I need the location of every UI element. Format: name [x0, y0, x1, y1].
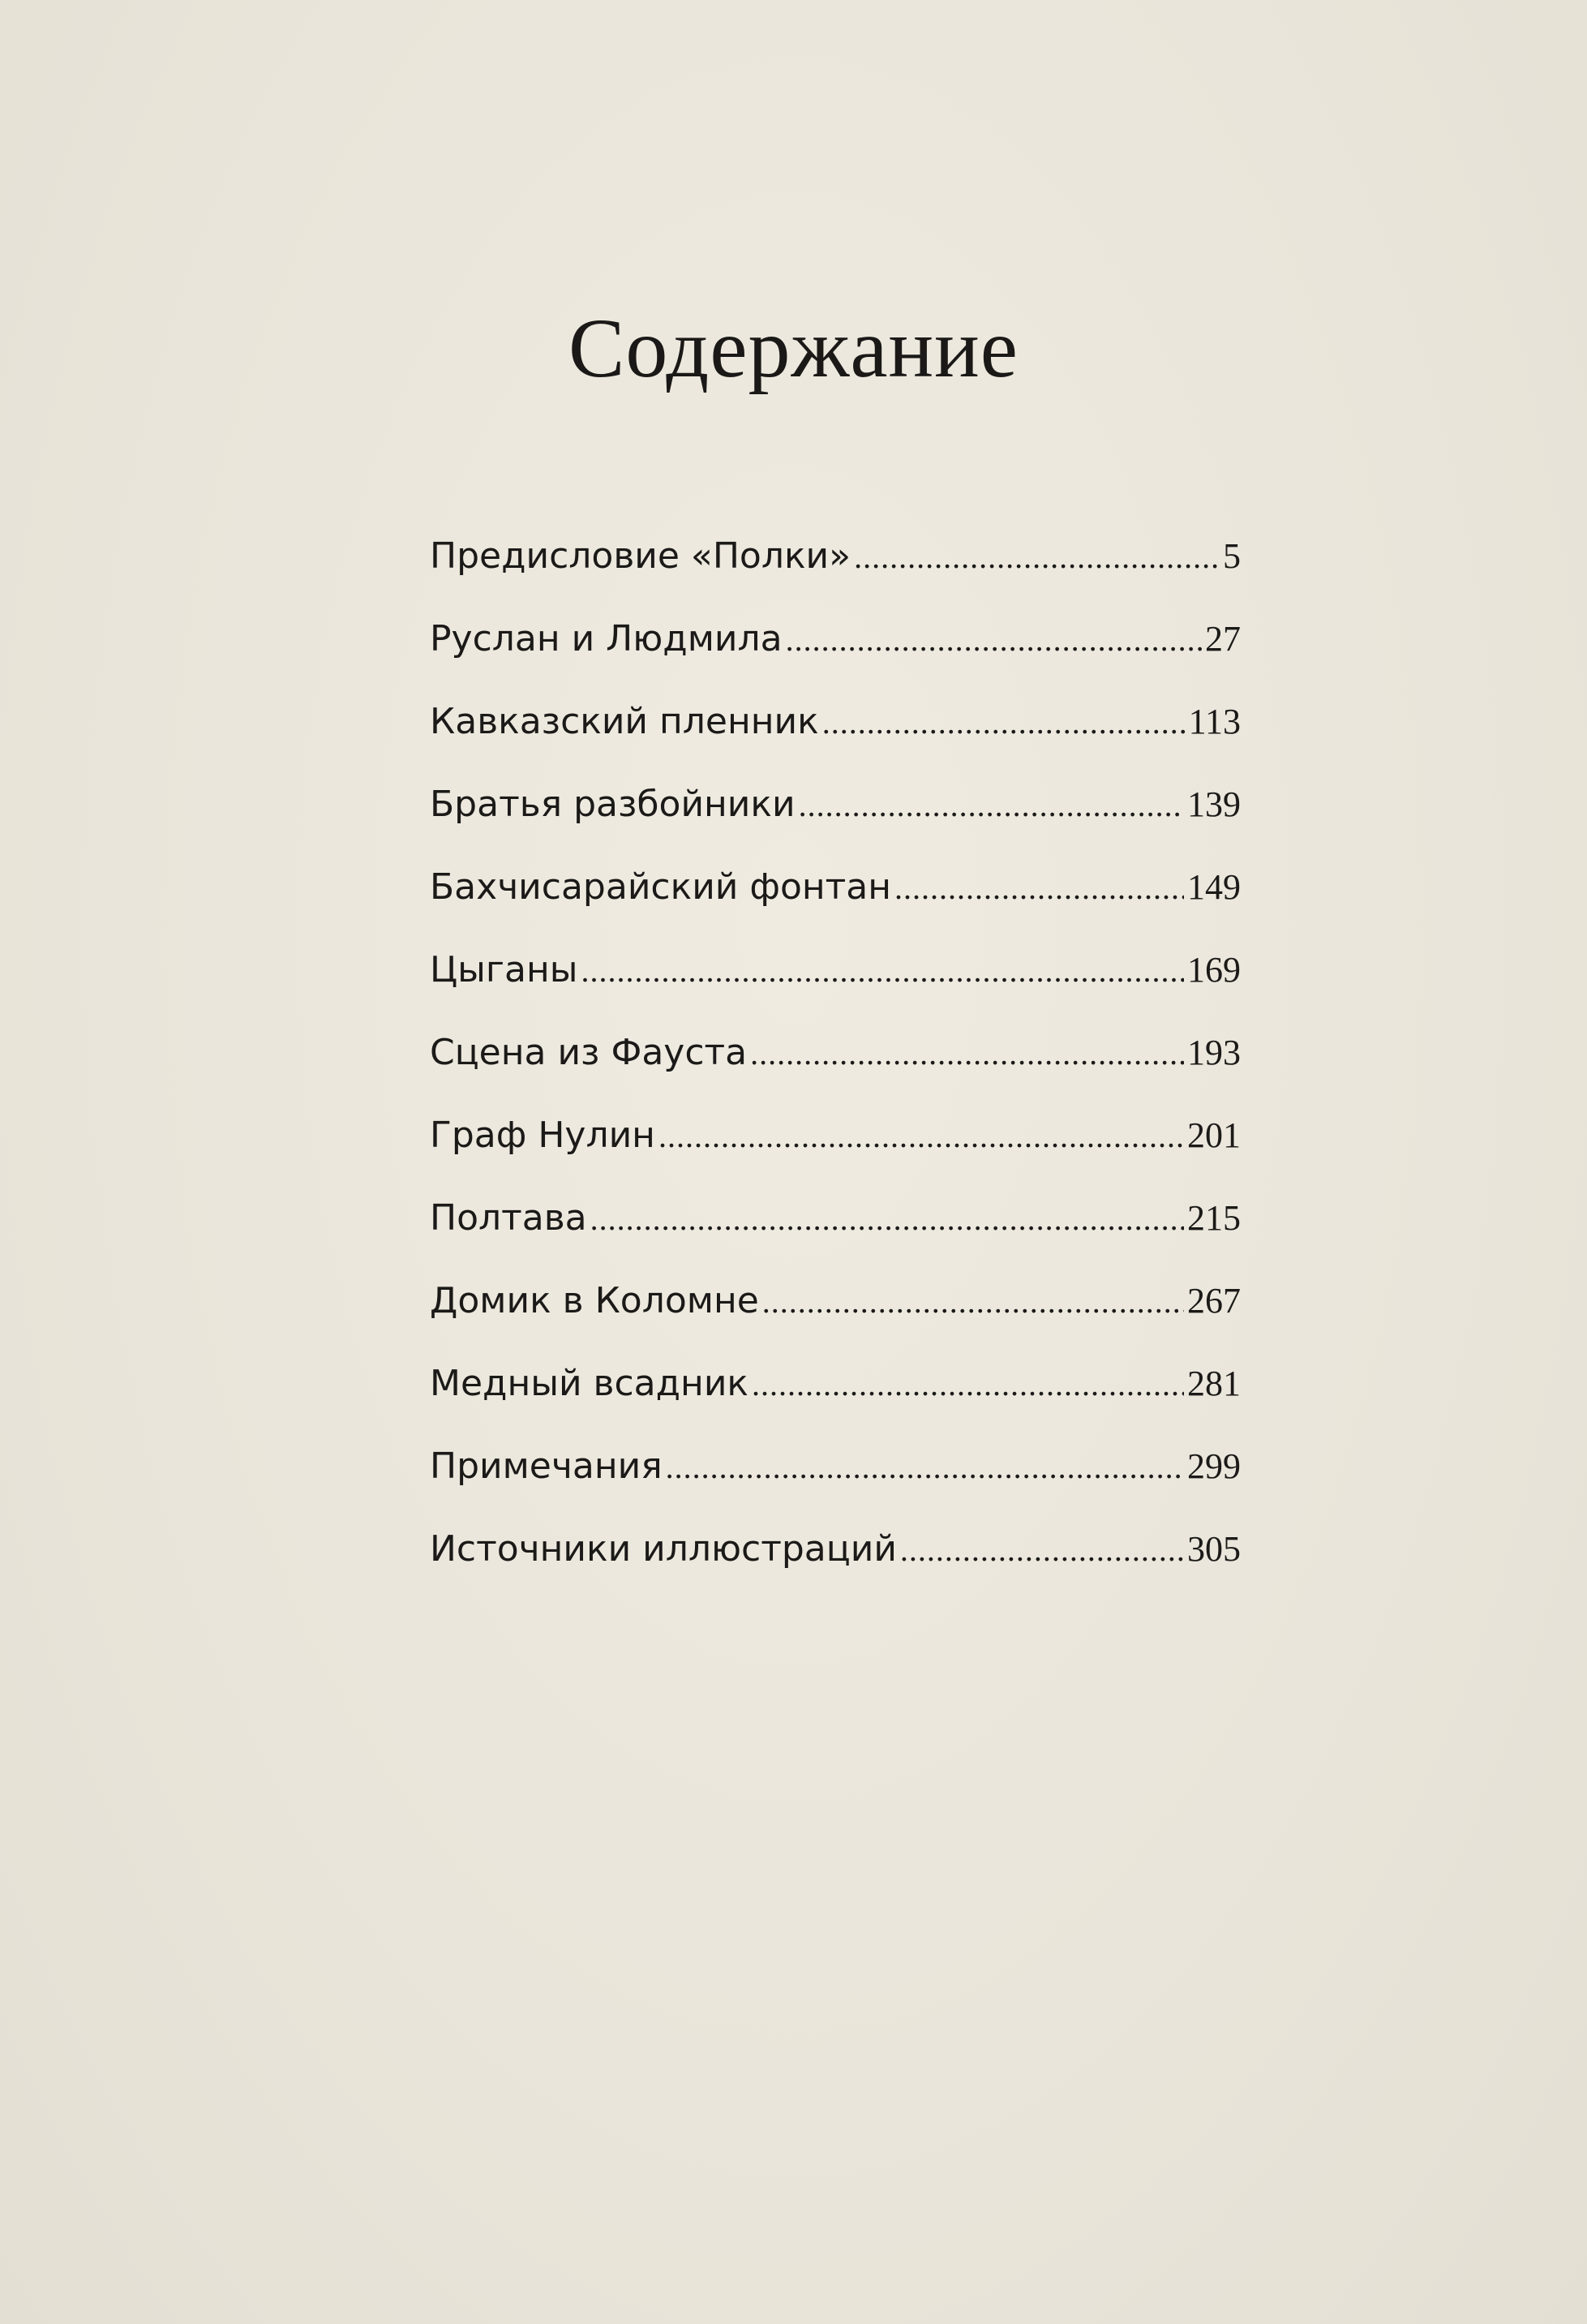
toc-entry — [430, 784, 1241, 866]
toc-entry-title: Домик в Коломне — [430, 1280, 759, 1321]
dot-leader — [658, 1117, 1184, 1155]
toc-entry-page: 5 — [1223, 536, 1241, 576]
dot-leader — [666, 1448, 1184, 1486]
dot-leader — [900, 1531, 1184, 1569]
toc-entry-title: Источники иллюстраций — [430, 1528, 897, 1570]
dot-leader — [590, 1200, 1184, 1238]
toc-entry — [430, 618, 1241, 701]
toc-entry-page: 193 — [1187, 1033, 1241, 1072]
toc-entry-title: Цыганы — [430, 949, 578, 990]
dot-leader — [854, 538, 1220, 576]
dot-leader — [752, 1365, 1184, 1403]
toc-entry — [430, 1115, 1241, 1197]
toc-entry — [430, 1528, 1241, 1611]
toc-entry-page: 267 — [1187, 1281, 1241, 1321]
toc-entry-page: 169 — [1187, 950, 1241, 990]
toc-entry-title: Граф Нулин — [430, 1115, 655, 1156]
toc-entry-page: 305 — [1187, 1529, 1241, 1569]
toc-entry — [430, 1197, 1241, 1280]
toc-entry — [430, 866, 1241, 949]
toc-entry-title: Кавказский пленник — [430, 701, 819, 742]
toc-entry — [430, 1032, 1241, 1115]
toc-entry-page: 27 — [1205, 619, 1241, 659]
toc-entry-title: Сцена из Фауста — [430, 1032, 748, 1073]
dot-leader — [581, 952, 1185, 990]
toc-entry-title: Полтава — [430, 1197, 587, 1239]
dot-leader — [786, 621, 1202, 659]
toc-entry-title: Примечания — [430, 1446, 663, 1487]
toc-entry — [430, 1363, 1241, 1446]
toc-entry-page: 281 — [1187, 1364, 1241, 1403]
dot-leader — [762, 1282, 1184, 1321]
toc-entry-title: Медный всадник — [430, 1363, 748, 1404]
page-title: Содержание — [568, 302, 1019, 395]
toc-entry — [430, 1446, 1241, 1528]
dot-leader — [894, 869, 1184, 907]
toc-entry-title: Предисловие «Полки» — [430, 535, 851, 577]
dot-leader — [822, 703, 1186, 741]
toc-entry — [430, 535, 1241, 618]
toc-entry-title: Руслан и Людмила — [430, 618, 783, 659]
dot-leader — [750, 1034, 1184, 1072]
toc-entry-page: 201 — [1187, 1115, 1241, 1155]
dot-leader — [799, 786, 1184, 824]
toc-entry-page: 215 — [1187, 1198, 1241, 1238]
toc-entry-page: 113 — [1188, 702, 1241, 741]
toc-entry-title: Бахчисарайский фонтан — [430, 866, 892, 908]
table-of-contents — [430, 535, 1241, 1611]
toc-entry — [430, 949, 1241, 1032]
toc-entry-page: 139 — [1187, 784, 1241, 824]
toc-entry-page: 149 — [1187, 867, 1241, 907]
toc-entry — [430, 1280, 1241, 1363]
toc-entry-title: Братья разбойники — [430, 784, 796, 825]
toc-entry-page: 299 — [1187, 1446, 1241, 1486]
toc-entry — [430, 701, 1241, 784]
